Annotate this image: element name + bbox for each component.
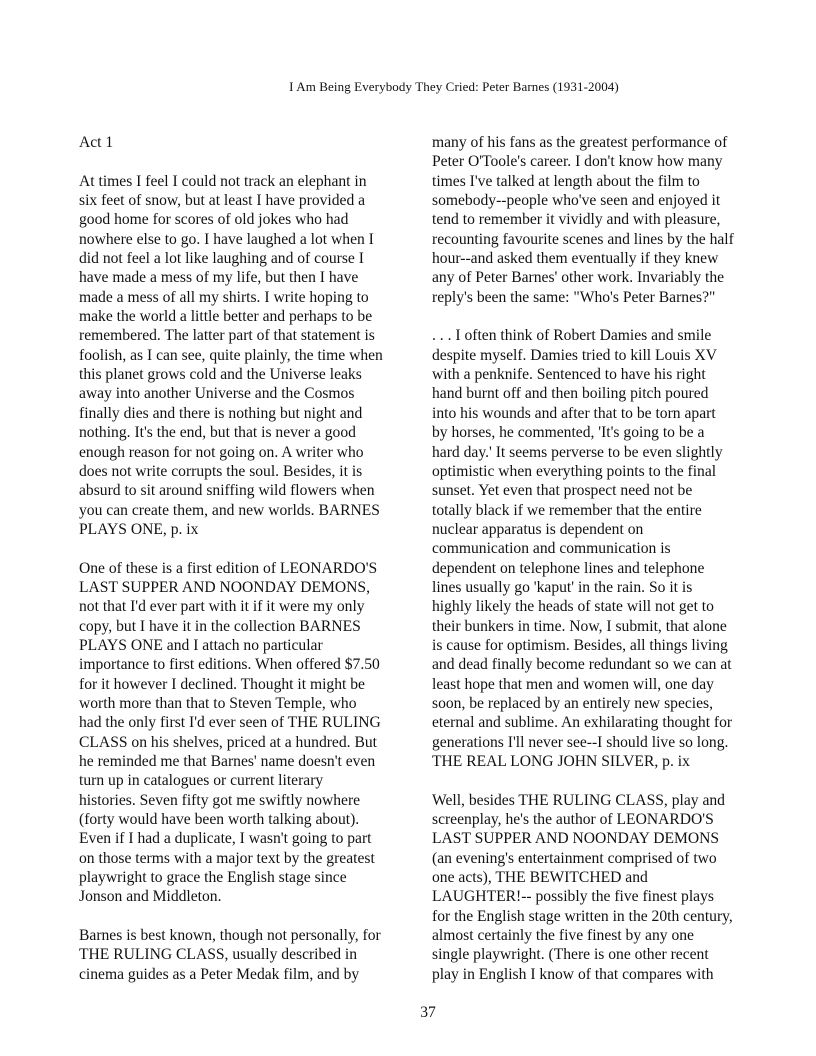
epigraph-barnes-plays-one: At times I feel I could not track an elephant in six feet of snow, but at least I have provided a good home for scores of old jokes who had nowhere else to go. I have laughed a lot when I did not feel a lot like laughing and of course I have made a mess of my life, but then I have made a mess of all my shirts. I write hoping to make the world a little better and perhaps to be remembered. The latter part of that statement is foolish, as I can see, quite plainly, the time when this planet grows cold and the Universe leaks away into another Universe and the Cosmos finally dies and there is nothing but night and nothing. It's the end, but that is never a good enough reason for not going on. A writer who does not write corrupts the soul. Besides, it is absurd to sit around sniffing wild flowers when you can create them, and new worlds. BARNES PLAYS ONE, p. ix	[79, 172, 383, 538]
section-heading: Act 1	[79, 134, 114, 151]
page-number: 37	[420, 1004, 436, 1021]
paragraph-otoole: many of his fans as the greatest performance of Peter O'Toole's career. I don't know how many times I've talked at length about the film to somebody--people who've seen and enjoyed it tend to remember it vividly and with pleasure, recounting favourite scenes and lines by the half hour--and asked them eventually if they knew any of Peter Barnes' other work. Invariably the reply's been the same: "Who's Peter Barnes?"	[432, 134, 734, 306]
running-header	[0, 79, 816, 95]
right-column	[432, 133, 752, 1003]
paragraph-first-edition: One of these is a first edition of LEONARDO'S LAST SUPPER AND NOONDAY DEMONS, not that I'd ever part with it if it were my only copy, but I have it in the collection BARNES PLAYS ONE and I attach no particular importance to first editions. When offered $7.50 for it however I declined. Thought it might be worth more than that to Steven Temple, who had the only first I'd ever seen of THE RULING CLASS on his shelves, priced at a hundred. But he reminded me that Barnes' name doesn't even turn up in catalogues or current literary histories. Seven fifty got me swiftly nowhere (forty would have been worth talking about). Even if I had a duplicate, I wasn't going to part on those terms with a major text by the greatest playwright to grace the English stage since Jonson and Middleton.	[79, 559, 381, 906]
paragraph-ruling-class: Barnes is best known, though not personally, for THE RULING CLASS, usually described in cinema guides as a Peter Medak film, and by	[79, 927, 381, 983]
page-footer	[0, 1004, 816, 1022]
running-title: I Am Being Everybody They Cried: Peter Barnes (1931-2004)	[289, 79, 619, 94]
left-column	[79, 133, 399, 1003]
paragraph-works: Well, besides THE RULING CLASS, play and screenplay, he's the author of LEONARDO'S LAST SUPPER AND NOONDAY DEMONS (an evening's entertainment comprised of two one acts), THE BEWITCHED and LAUGHTER!-- possibly the five finest plays for the English stage written in the 20th century, almost certainly the five finest by any one single playwright. (There is one other recent play in English I know of that compares with	[432, 791, 733, 983]
epigraph-long-john-silver: . . . I often think of Robert Damies and smile despite myself. Damies tried to kill Louis XV with a penknife. Sentenced to have his right hand burnt off and then boiling pitch poured into his wounds and after that to be torn apart by horses, he commented, 'It's going to be a hard day.' It seems perverse to be even slightly optimistic when everything points to the final sunset. Yet even that prospect need not be totally black if we remember that the entire nuclear apparatus is dependent on communication and communication is dependent on telephone lines and telephone lines usually go 'kaput' in the rain. So it is highly likely the heads of state will not get to their bunkers in time. Now, I submit, that alone is cause for optimism. Besides, all things living and dead finally become redundant so we can at least hope that men and women will, one day soon, be replaced by an entirely new species, eternal and sublime. An exhilarating thought for generations I'll never see--I should live so long. THE REAL LONG JOHN SILVER, p. ix	[432, 327, 733, 770]
